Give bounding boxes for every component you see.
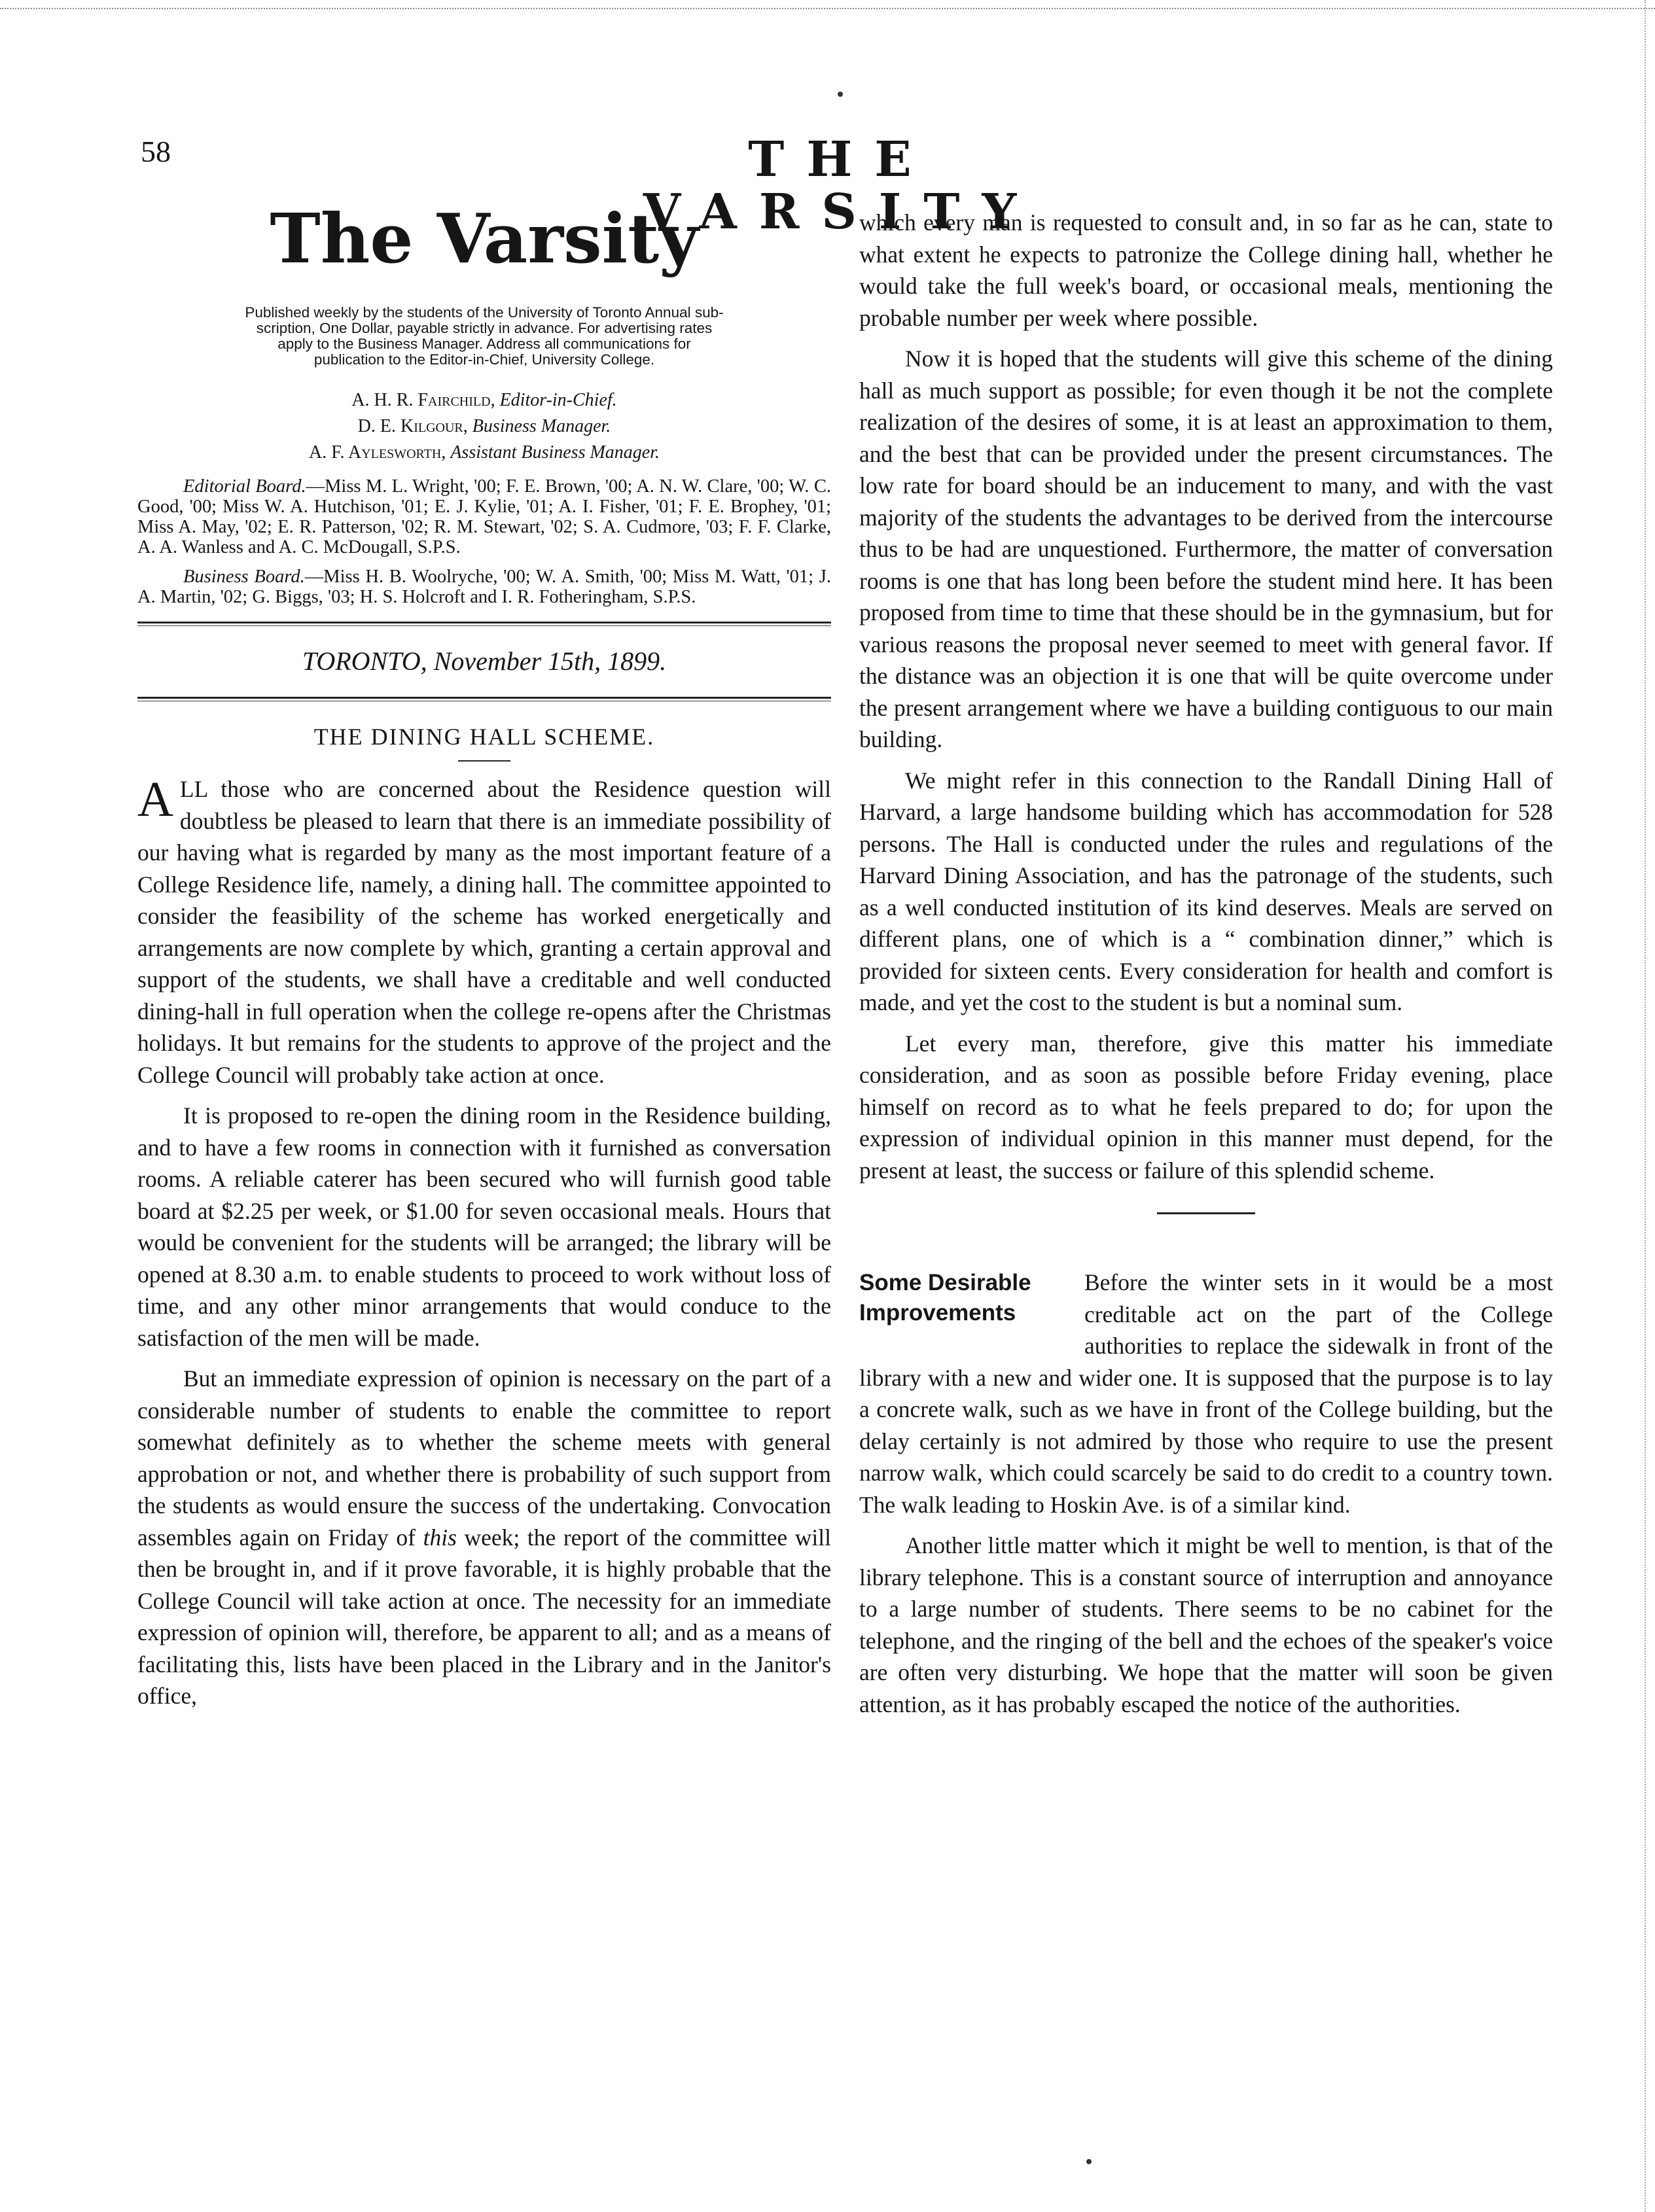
scan-speck	[1086, 2159, 1092, 2164]
side-heading	[859, 1268, 1075, 1328]
staff-assistant-manager	[137, 440, 831, 466]
staff-name: D. E. Kilgour,	[357, 416, 468, 436]
emphasis-text: this	[423, 1524, 457, 1551]
side-heading-line: Some Desirable	[859, 1270, 1031, 1295]
article-paragraph: It is proposed to re-open the dining room in the Residence building, and to have a few rooms in connection with it furnished as conversation rooms. A reliable caterer has been secured who will furnish good table board at $2.25 per week, or $1.00 for seven occasional meals. Hours that would be convenient for the students will be arranged; the library will be opened at 8.30 a.m. to enable students to proceed to work without loss of time, and any other minor arrangements that would conduce to the satisfaction of the men will be made.	[137, 1102, 831, 1351]
business-board-heading: Business Board.	[183, 567, 305, 587]
staff-name: A. F. Aylesworth,	[308, 442, 446, 463]
side-heading-line: Improvements	[859, 1300, 1016, 1325]
staff-name: A. H. R. Fairchild,	[351, 390, 495, 410]
staff-editor	[137, 387, 831, 413]
staff-business-manager	[137, 413, 831, 440]
imprint-line: scription, One Dollar, payable strictly in advance. For advertising rates	[256, 320, 713, 336]
imprint-line: Published weekly by the students of the University of Toronto Annual sub-	[245, 304, 724, 321]
scan-speck	[838, 92, 843, 97]
business-board-members: —Miss H. B. Woolryche, '00; W. A. Smith, '00; Miss M. Watt, '01; J. A. Martin, '02; G. Biggs, '03; H. S. Holcroft and I. R. Fotheringham, S.P.S.	[137, 567, 831, 607]
imprint-line: publication to the Editor-in-Chief, University College.	[313, 351, 655, 368]
left-column	[137, 196, 831, 1712]
article-paragraph-continued: which every man is requested to consult and, in so far as he can, state to what extent he expects to patronize the College dining hall, whether he would take the full week's board, or occasional meals, mentioning the probable number per week where possible.	[859, 209, 1553, 331]
publication-imprint	[137, 305, 831, 368]
staff-role: Editor-in-Chief.	[499, 390, 617, 410]
scan-top-edge	[0, 0, 1655, 9]
paragraph-text: week; the report of the committee will then be brought in, and if it prove favorable, it is highly probable that the College Council will take action at once. The necessity for an immediate expression of opinion will, therefore, be apparent to all; and as a means of facilitating this, lists have been placed in the Library and in the Janitor's office,	[137, 1524, 831, 1709]
paragraph-text: Before the winter sets in it would be a most creditable act on the part of the College authorities to replace the sidewalk in front of the library with a new and wider one. It is supposed that the purpose is to lay a concrete walk, such as we have in front of the College building, but the delay certainly is not admired by those who require to use the present narrow walk, which could scarcely be said to do credit to a country town. The walk leading to Hoskin Ave. is of a similar kind.	[859, 1269, 1553, 1518]
dateline: TORONTO, November 15th, 1899.	[302, 646, 667, 676]
title-rule	[458, 760, 510, 762]
article-paragraph	[137, 773, 831, 1091]
imprint-line: apply to the Business Manager. Address all communications for	[277, 336, 691, 352]
article-paragraph: Let every man, therefore, give this matter his immediate consideration, and as soon as possible before Friday evening, place himself on record as to what he feels prepared to do; for upon the expression of individual opinion in this manner must depend, for the present at least, the success or failure of this splendid scheme.	[859, 1030, 1553, 1184]
running-head: THE VARSITY	[643, 132, 1039, 240]
right-column	[859, 207, 1553, 1720]
staff-list	[137, 387, 831, 466]
article-paragraph: Now it is hoped that the students will give this scheme of the dining hall as much support as possible; for even though it be not the complete realization of the desires of some, it is at least an approximation to them, and the best that can be provided under the present circumstances. The low rate for board should be an inducement to many, and with the vast majority of the students the advantages to be derived from the intercourse thus to be had are unquestioned. Furthermore, the matter of conversation rooms is one that has long been before the student mind here. It has been proposed from time to time that these should be in the gymnasium, but for various reasons the proposal never seemed to meet with general favor. If the distance was an objection it is one that will be quite overcome under the present arrangement where we have a building contiguous to our main building.	[859, 345, 1553, 752]
editorial-board-heading: Editorial Board.	[183, 476, 306, 497]
editorial-board	[137, 476, 831, 557]
masthead-title: The Varsity	[270, 198, 699, 279]
improvements-paragraph: Another little matter which it might be well to mention, is that of the library telephone. This is a constant source of interruption and annoyance to a large number of students. There seems to be no cabinet for the telephone, and the ringing of the bell and the echoes of the speaker's voice are often very disturbing. We hope that the matter will soon be given attention, as it has probably escaped the notice of the authorities.	[859, 1532, 1553, 1717]
article-paragraph	[137, 1363, 831, 1712]
staff-role: Business Manager.	[472, 416, 611, 436]
drop-cap: A	[137, 772, 173, 827]
divider-rule	[137, 697, 831, 701]
paragraph-text: But an immediate expression of opinion is necessary on the part of a considerable number of students to enable the committee to report somewhat definitely as to whether the scheme meets with general approbation or not, and whether there is probability of such support from the students as would ensure the success of the undertaking. Convocation assembles again on Friday of	[137, 1365, 831, 1551]
scan-right-edge	[1645, 0, 1655, 2212]
article-title: THE DINING HALL SCHEME.	[313, 724, 655, 750]
article-paragraph: We might refer in this connection to the Randall Dining Hall of Harvard, a large handsome building which has accommodation for 528 persons. The Hall is conducted under the rules and regulations of the Harvard Dining Association, and has the patronage of the students, such as a well conducted institution of its kind deserves. Meals are served on different plans, one of which is a “ combination dinner,” which is provided for sixteen cents. Every consideration for health and comfort is made, and yet the cost to the student is but a nominal sum.	[859, 767, 1553, 1015]
business-board	[137, 567, 831, 607]
page-number: 58	[141, 135, 171, 168]
article-lead-text: LL those who are concerned about the Residence question will doubtless be pleased to learn that there is an immediate possibility of our having what is regarded by many as the most important feature of a College Residence life, namely, a dining hall. The committee appointed to consider the feasibility of the scheme has worked energetically and arrangements are now complete by which, granting a certain approval and support of the students, we shall have a creditable and well conducted dining-hall in full operation when the college re-opens after the Christmas holidays. It but remains for the students to approve of the project and the College Council will probably take action at once.	[137, 776, 831, 1088]
staff-role: Assistant Business Manager.	[450, 442, 660, 463]
section-divider	[1157, 1212, 1255, 1214]
divider-rule	[137, 622, 831, 626]
editorial-board-members: —Miss M. L. Wright, '00; F. E. Brown, '00; A. N. W. Clare, '00; W. C. Good, '00; Miss W. A. Hutchison, '01; E. J. Kylie, '01; A. I. Fisher, '01; F. E. Brophey, '01; Miss A. May, '02; E. R. Patterson, '02; R. M. Stewart, '02; S. A. Cudmore, '03; F. F. Clarke, A. A. Wanless and A. C. McDougall, S.P.S.	[137, 476, 831, 557]
improvements-paragraph	[859, 1267, 1553, 1520]
